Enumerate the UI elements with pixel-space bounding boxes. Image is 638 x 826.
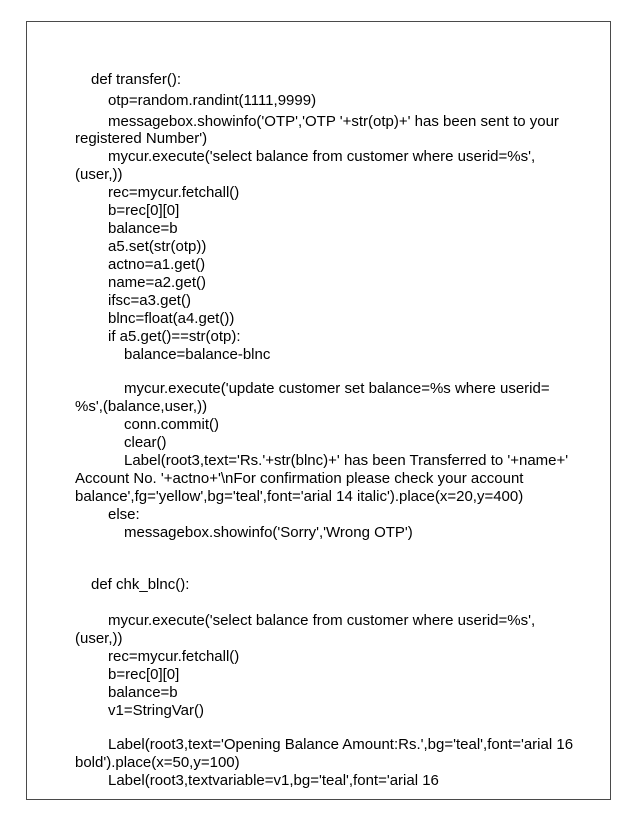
code-line: else:: [108, 506, 140, 523]
code-line: (user,)): [75, 166, 123, 183]
code-line: actno=a1.get(): [108, 256, 206, 273]
code-line: otp=random.randint(1111,9999): [108, 92, 317, 109]
code-line: balance=b: [108, 220, 178, 237]
code-line: balance=balance-blnc: [124, 346, 271, 363]
code-line: b=rec[0][0]: [108, 202, 180, 219]
code-line: def chk_blnc():: [91, 576, 190, 593]
code-line: balance',fg='yellow',bg='teal',font='arial 14 italic').place(x=20,y=400): [75, 488, 524, 505]
code-line: b=rec[0][0]: [108, 666, 180, 683]
code-line: registered Number'): [75, 130, 208, 147]
code-line: Label(root3,text='Rs.'+str(blnc)+' has been Transferred to '+name+': [124, 452, 569, 469]
code-line: mycur.execute('select balance from customer where userid=%s',: [108, 612, 536, 629]
code-line: blnc=float(a4.get()): [108, 310, 235, 327]
code-line: mycur.execute('update customer set balance=%s where userid=: [124, 380, 550, 397]
code-line: name=a2.get(): [108, 274, 206, 291]
code-line: messagebox.showinfo('OTP','OTP '+str(otp)+' has been sent to your: [108, 113, 559, 130]
code-line: Label(root3,text='Opening Balance Amount:Rs.',bg='teal',font='arial 16: [108, 736, 574, 753]
code-line: mycur.execute('select balance from customer where userid=%s',: [108, 148, 536, 165]
code-line: (user,)): [75, 630, 123, 647]
code-line: a5.set(str(otp)): [108, 238, 207, 255]
code-line: ifsc=a3.get(): [108, 292, 191, 309]
code-line: Label(root3,textvariable=v1,bg='teal',font='arial 16: [108, 772, 439, 789]
code-line: bold').place(x=50,y=100): [75, 754, 240, 771]
code-line: rec=mycur.fetchall(): [108, 184, 240, 201]
code-line: messagebox.showinfo('Sorry','Wrong OTP'): [124, 524, 413, 541]
code-line: def transfer():: [91, 71, 182, 88]
code-line: if a5.get()==str(otp):: [108, 328, 241, 345]
code-line: clear(): [124, 434, 167, 451]
code-line: balance=b: [108, 684, 178, 701]
code-line: v1=StringVar(): [108, 702, 205, 719]
code-line: rec=mycur.fetchall(): [108, 648, 240, 665]
code-line: conn.commit(): [124, 416, 220, 433]
code-line: Account No. '+actno+'\nFor confirmation please check your account: [75, 470, 524, 487]
code-line: %s',(balance,user,)): [75, 398, 208, 415]
